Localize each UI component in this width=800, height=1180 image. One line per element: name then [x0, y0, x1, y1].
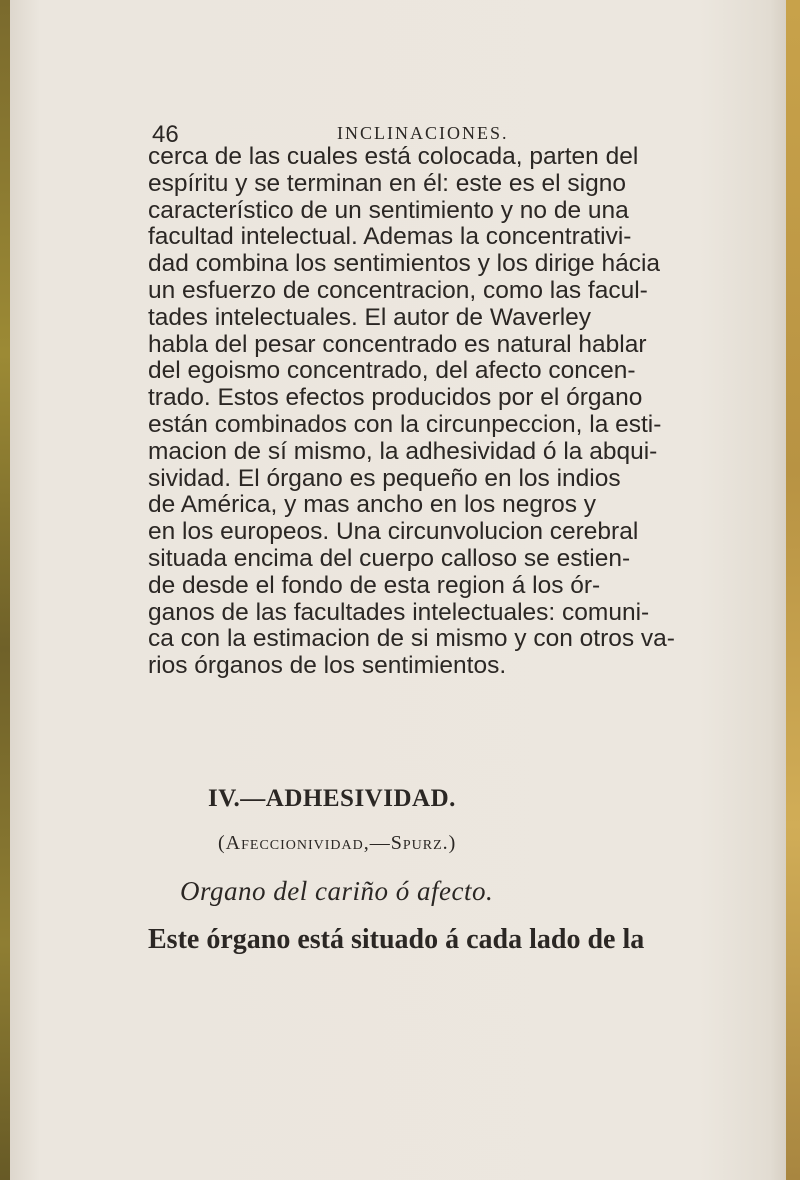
- text-line: están combinados con la circunpeccion, la esti-: [148, 410, 662, 438]
- text-line: dad combina los sentimientos y los dirige hácia: [148, 250, 661, 278]
- text-line: ganos de las facultades intelectuales: comuni-: [148, 598, 650, 626]
- text-line: del egoismo concentrado, del afecto concen-: [148, 357, 636, 385]
- body-text: [148, 144, 768, 680]
- text-line: ca con la estimacion de si mismo y con otros va-: [148, 625, 675, 653]
- text-line: característico de un sentimiento y no de una: [148, 196, 629, 224]
- section-title: IV.—ADHESIVIDAD.: [208, 785, 456, 812]
- text-line: un esfuerzo de concentracion, como las facul-: [148, 276, 648, 304]
- page-number: 46: [152, 121, 179, 148]
- section-first-line: Este órgano está situado á cada lado de la: [148, 924, 645, 955]
- text-line: en los europeos. Una circunvolucion cerebral: [148, 518, 639, 546]
- page-left-edge: [0, 0, 10, 1180]
- text-line: trado. Estos efectos producidos por el órgano: [148, 384, 643, 412]
- text-line: macion de sí mismo, la adhesividad ó la abqui-: [148, 437, 658, 465]
- text-line: espíritu y se terminan en él: este es el signo: [148, 169, 627, 197]
- section-organ-heading: Organo del cariño ó afecto.: [180, 876, 494, 906]
- text-line: sividad. El órgano es pequeño en los indios: [148, 464, 621, 492]
- text-line: habla del pesar concentrado es natural hablar: [148, 330, 647, 358]
- text-line: de América, y mas ancho en los negros y: [148, 491, 597, 519]
- running-head: INCLINACIONES.: [337, 123, 509, 143]
- text-line: cerca de las cuales está colocada, parten del: [148, 143, 639, 170]
- text-line: situada encima del cuerpo calloso se estien-: [148, 544, 631, 572]
- page-right-edge: [786, 0, 800, 1180]
- section-subtitle: (Afeccionividad,—Spurz.): [218, 832, 457, 854]
- text-line: rios órganos de los sentimientos.: [148, 652, 507, 680]
- text-line: tades intelectuales. El autor de Waverley: [148, 303, 592, 331]
- text-line: facultad intelectual. Ademas la concentrativi-: [148, 223, 632, 251]
- text-line: de desde el fondo de esta region á los ór-: [148, 571, 601, 599]
